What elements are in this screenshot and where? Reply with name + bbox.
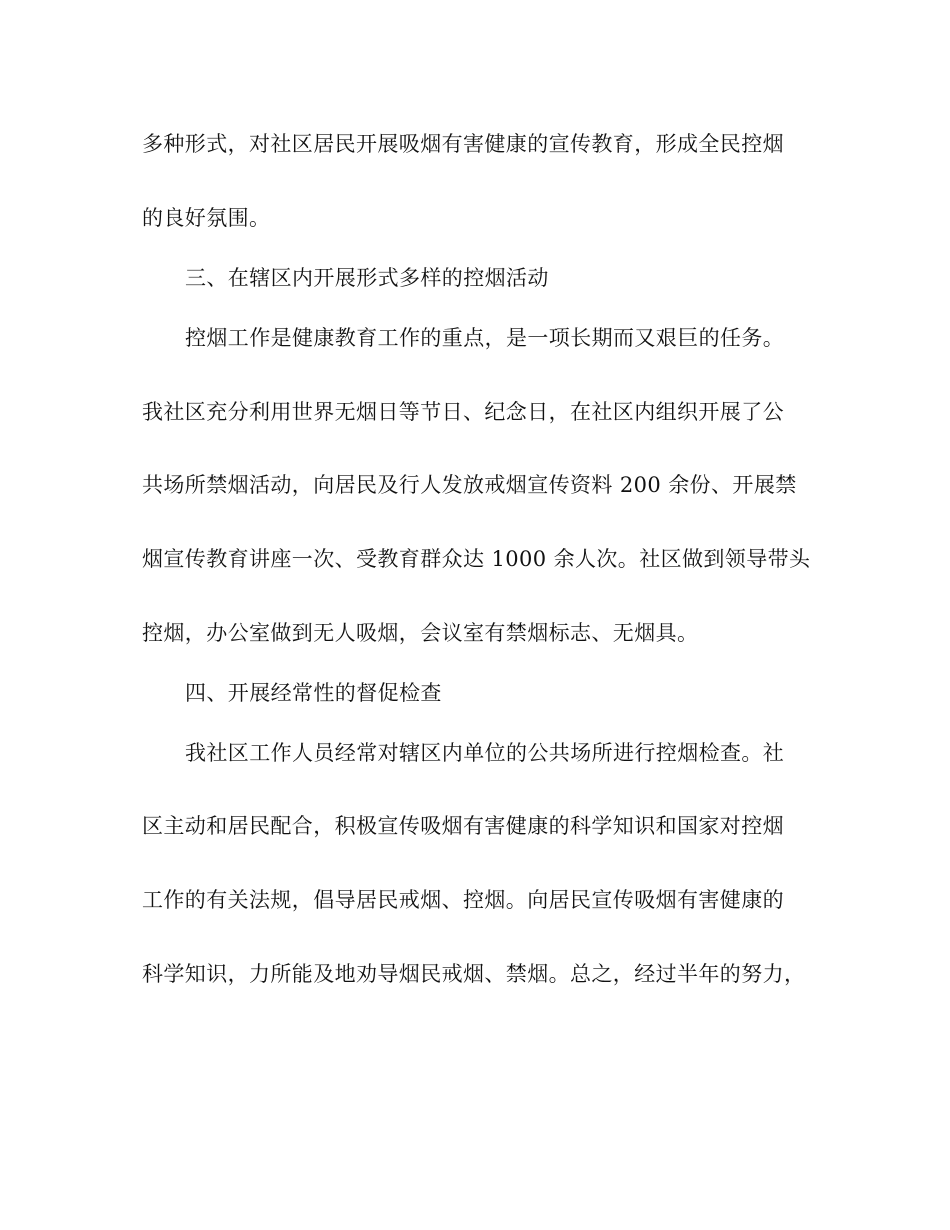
paragraph-line: 的良好氛围。 [142,206,271,230]
paragraph-line: 多种形式，对社区居民开展吸烟有害健康的宣传教育，形成全民控烟 [142,132,784,156]
section-heading: 四、开展经常性的督促检查 [185,681,442,705]
paragraph-line: 我社区充分利用世界无烟日等节日、纪念日，在社区内组织开展了公 [142,400,784,424]
paragraph-line: 控烟，办公室做到无人吸烟，会议室有禁烟标志、无烟具。 [142,621,699,645]
paragraph-line: 工作的有关法规，倡导居民戒烟、控烟。向居民宣传吸烟有害健康的 [142,888,784,912]
paragraph-line: 我社区工作人员经常对辖区内单位的公共场所进行控烟检查。社 [185,741,785,765]
paragraph-line: 科学知识，力所能及地劝导烟民戒烟、禁烟。总之，经过半年的努力， [142,962,806,986]
section-heading: 三、在辖区内开展形式多样的控烟活动 [185,266,549,290]
paragraph-line: 烟宣传教育讲座一次、受教育群众达 1000 余人次。社区做到领导带头 [142,547,811,571]
paragraph-line: 区主动和居民配合，积极宣传吸烟有害健康的科学知识和国家对控烟 [142,814,784,838]
paragraph-line: 控烟工作是健康教育工作的重点，是一项长期而又艰巨的任务。 [185,326,785,350]
paragraph-line: 共场所禁烟活动，向居民及行人发放戒烟宣传资料 200 余份、开展禁 [142,473,797,497]
